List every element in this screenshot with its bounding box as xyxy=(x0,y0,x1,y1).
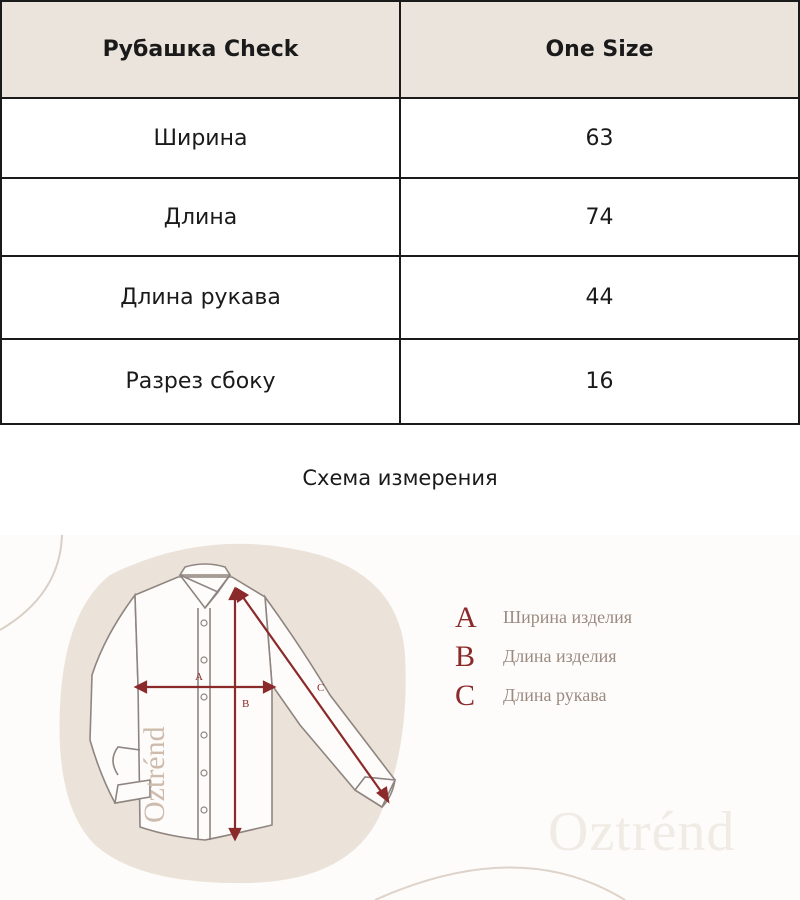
table-row xyxy=(1,178,799,256)
scheme-title: Схема измерения xyxy=(302,466,498,490)
legend-letter: B xyxy=(455,639,476,673)
legend-item-b xyxy=(455,637,632,676)
row-value: 74 xyxy=(400,178,799,256)
row-label: Ширина xyxy=(1,98,400,178)
row-value: 44 xyxy=(400,256,799,339)
row-value: 63 xyxy=(400,98,799,178)
legend-item-c xyxy=(455,676,632,715)
marker-a: A xyxy=(195,671,203,683)
table-header-row xyxy=(1,1,799,98)
legend-letter: A xyxy=(455,600,477,634)
row-value: 16 xyxy=(400,339,799,424)
table-row xyxy=(1,256,799,339)
header-size: One Size xyxy=(400,1,799,98)
table-row xyxy=(1,339,799,424)
brand-watermark: Oztrénd xyxy=(548,801,736,863)
decor-arc xyxy=(0,535,62,630)
row-label: Длина xyxy=(1,178,400,256)
marker-b: B xyxy=(242,698,250,710)
legend-item-a xyxy=(455,598,632,637)
legend-label: Ширина изделия xyxy=(503,607,633,627)
size-table xyxy=(0,0,800,425)
marker-c: C xyxy=(317,682,325,694)
header-product: Рубашка Check xyxy=(1,1,400,98)
brand-logo-vertical: Oztrénd xyxy=(138,726,171,823)
table-row xyxy=(1,98,799,178)
legend-label: Длина рукава xyxy=(503,685,607,705)
row-label: Длина рукава xyxy=(1,256,400,339)
decor-arc xyxy=(375,868,625,900)
row-label: Разрез сбоку xyxy=(1,339,400,424)
measurement-legend xyxy=(455,598,632,715)
legend-letter: C xyxy=(455,678,476,712)
legend-label: Длина изделия xyxy=(503,646,617,666)
